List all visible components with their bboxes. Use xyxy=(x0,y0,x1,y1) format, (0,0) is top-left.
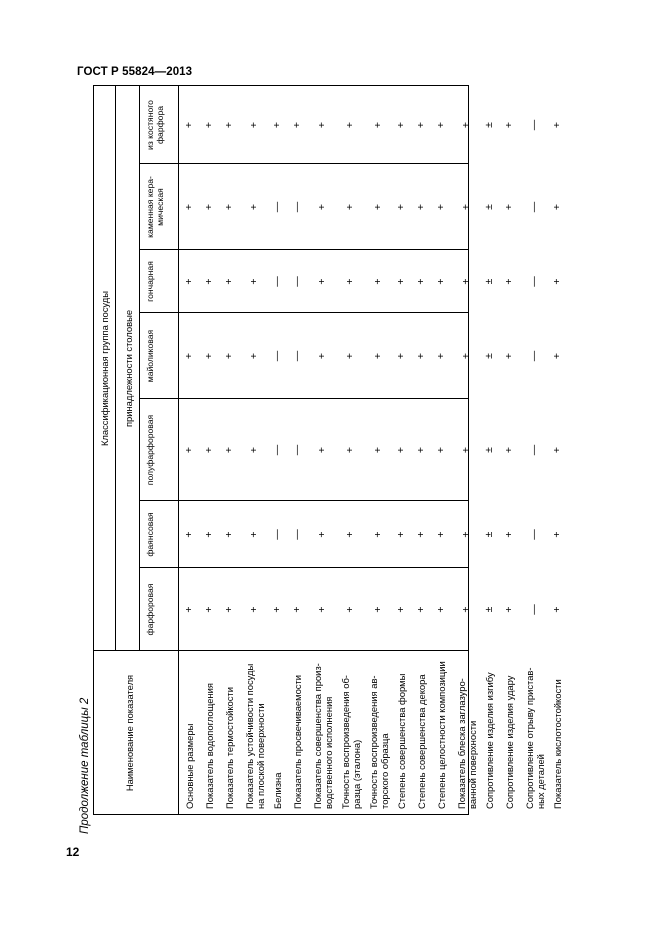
table-caption: Продолжение таблицы 2 xyxy=(79,697,91,834)
table-cell: + xyxy=(415,278,427,285)
table-cell: + xyxy=(316,121,328,129)
row-label: Сопротивление изделия изгибу xyxy=(484,672,495,809)
table-cell: + xyxy=(503,446,515,454)
subgroup-header: принадлежности столовые xyxy=(123,309,134,428)
table-cell: — xyxy=(528,276,540,287)
table-cell: + xyxy=(460,606,472,613)
table-cell: + xyxy=(344,278,356,285)
column-header-1: фаянсовая xyxy=(145,512,155,557)
table-cell: — xyxy=(291,201,303,213)
table-cell: + xyxy=(435,531,447,538)
column-header-5: мическая xyxy=(155,188,165,226)
table-cell: + xyxy=(435,278,447,285)
table-cell: + xyxy=(415,446,427,454)
row-label: торского образца xyxy=(379,733,390,809)
table-cell: + xyxy=(248,446,260,454)
table-cell: ± xyxy=(483,353,495,359)
table-cell: + xyxy=(435,606,447,613)
table-cell: + xyxy=(395,446,407,454)
table-cell: + xyxy=(551,203,563,211)
table-cell: — xyxy=(271,276,283,287)
row-label: ванной поверхности xyxy=(467,720,478,809)
table-cell: + xyxy=(395,121,407,129)
column-divider xyxy=(139,567,468,568)
row-label: водственного исполнения xyxy=(323,696,334,809)
table-cell: + xyxy=(291,606,303,613)
row-label: Степень целостности композиции xyxy=(436,661,447,809)
row-label: Показатель водопоглощения xyxy=(204,683,215,809)
table-cell: + xyxy=(223,606,235,613)
table-cell: + xyxy=(435,121,447,129)
table-cell: ± xyxy=(483,204,495,210)
page-number: 12 xyxy=(66,845,80,859)
table-cell: + xyxy=(503,606,515,613)
table-cell: + xyxy=(203,352,215,360)
table-cell: ± xyxy=(483,447,495,453)
table-cell: — xyxy=(291,529,303,540)
table-cell: + xyxy=(248,352,260,360)
row-label: Показатель устойчивости посуды xyxy=(244,663,255,809)
table-cell: + xyxy=(248,606,260,613)
table-cell: + xyxy=(395,531,407,538)
column-divider xyxy=(139,163,468,164)
table-cell: + xyxy=(395,352,407,360)
table-cell: + xyxy=(551,446,563,454)
table-cell: + xyxy=(223,121,235,129)
column-divider xyxy=(139,500,468,501)
table-cell: ± xyxy=(483,278,495,285)
table-cell: + xyxy=(372,531,384,538)
row-label: Показатель просвечиваемости xyxy=(292,675,303,809)
row-label: Точность воспроизведения ав- xyxy=(368,675,379,809)
table-cell: + xyxy=(316,203,328,211)
table-cell: + xyxy=(223,531,235,538)
table-cell: + xyxy=(248,121,260,129)
table-cell: + xyxy=(248,278,260,285)
table-cell: + xyxy=(372,121,384,129)
table-cell: + xyxy=(183,531,195,538)
table-cell: — xyxy=(271,201,283,213)
column-header-0: фарфоровая xyxy=(145,583,155,636)
row-label: Степень совершенства формы xyxy=(396,673,407,809)
table-cell: ± xyxy=(483,122,495,128)
table-cell: + xyxy=(344,446,356,454)
table-cell: + xyxy=(415,531,427,538)
row-label: Сопротивление отрыву пристав- xyxy=(524,667,535,809)
table-cell: — xyxy=(291,350,303,362)
table-cell: + xyxy=(183,606,195,613)
column-header-6: фарфора xyxy=(155,105,165,145)
group-header: Классификационная группа посуды xyxy=(99,290,110,447)
row-label: Показатель блеска заглазуро- xyxy=(456,678,467,809)
table-cell: + xyxy=(503,531,515,538)
row-label: Основные размеры xyxy=(184,723,195,809)
table-cell: + xyxy=(316,278,328,285)
table-cell: + xyxy=(460,446,472,454)
row-label: Сопротивление изделия удару xyxy=(504,675,515,809)
table-cell: + xyxy=(435,203,447,211)
table-cell: + xyxy=(183,278,195,285)
table-cell: — xyxy=(528,444,540,456)
table-cell: — xyxy=(528,119,540,131)
table-cell: — xyxy=(271,350,283,362)
table-cell: + xyxy=(551,352,563,360)
table-cell: + xyxy=(344,203,356,211)
table-cell: + xyxy=(223,352,235,360)
table-cell: + xyxy=(435,352,447,360)
column-header-6: из костяного xyxy=(145,100,155,150)
table-cell: — xyxy=(528,604,540,615)
table-cell: + xyxy=(316,446,328,454)
table-cell: — xyxy=(291,444,303,456)
table-cell: + xyxy=(316,352,328,360)
table-cell: + xyxy=(271,606,283,613)
row-label: ных деталей xyxy=(535,754,546,809)
table-header-main: Наименование показателя xyxy=(124,674,135,792)
table-cell: + xyxy=(344,531,356,538)
table-cell: + xyxy=(415,121,427,129)
table-cell: + xyxy=(460,121,472,129)
table-cell: + xyxy=(223,446,235,454)
table-cell: + xyxy=(395,278,407,285)
header-divider-group xyxy=(115,86,116,651)
document-header: ГОСТ Р 55824—2013 xyxy=(77,66,193,78)
table-cell: + xyxy=(316,606,328,613)
table-cell: + xyxy=(551,531,563,538)
table-cell: + xyxy=(460,531,472,538)
table-border-left xyxy=(93,814,469,815)
table-cell: + xyxy=(183,352,195,360)
table-cell: + xyxy=(344,352,356,360)
table-cell: ± xyxy=(483,606,495,613)
table-cell: + xyxy=(223,278,235,285)
table-cell: + xyxy=(344,606,356,613)
table-cell: + xyxy=(223,203,235,211)
table-cell: + xyxy=(344,121,356,129)
row-label: Показатель кислотостойкости xyxy=(552,679,563,809)
table-cell: + xyxy=(551,606,563,613)
column-divider xyxy=(139,398,468,399)
table-cell: + xyxy=(372,446,384,454)
table-cell: + xyxy=(248,531,260,538)
row-label: разца (эталона) xyxy=(351,739,362,809)
table-cell: — xyxy=(528,529,540,540)
table-cell: — xyxy=(528,350,540,362)
table-cell: — xyxy=(271,444,283,456)
table-cell: + xyxy=(503,278,515,285)
row-label: Показатель совершенства произ- xyxy=(312,663,323,809)
table-cell: + xyxy=(271,121,283,129)
table-cell: + xyxy=(183,121,195,129)
table-cell: + xyxy=(460,352,472,360)
row-label: Показатель термостойкости xyxy=(224,687,235,809)
table-cell: — xyxy=(528,201,540,213)
table-cell: + xyxy=(395,203,407,211)
table-cell: + xyxy=(415,203,427,211)
header-divider-body xyxy=(178,86,179,815)
table-cell: + xyxy=(551,121,563,129)
column-header-5: каменная кера- xyxy=(145,176,155,238)
table-cell: + xyxy=(372,278,384,285)
table-cell: + xyxy=(415,606,427,613)
table-cell: + xyxy=(551,278,563,285)
row-label: Точность воспроизведения об- xyxy=(340,675,351,809)
table-cell: + xyxy=(203,531,215,538)
column-header-4: гончарная xyxy=(145,261,155,302)
row-label: Степень совершенства декора xyxy=(416,674,427,809)
table-cell: + xyxy=(316,531,328,538)
table-cell: + xyxy=(372,352,384,360)
table-cell: + xyxy=(291,121,303,129)
column-divider xyxy=(139,312,468,313)
table-cell: + xyxy=(372,606,384,613)
table-cell: + xyxy=(503,352,515,360)
table-cell: + xyxy=(203,606,215,613)
table-border-top xyxy=(93,86,94,815)
table-cell: + xyxy=(203,278,215,285)
table-cell: + xyxy=(415,352,427,360)
table-cell: + xyxy=(435,446,447,454)
table-cell: + xyxy=(183,203,195,211)
row-label: на плоской поверхности xyxy=(255,703,266,809)
table-cell: — xyxy=(271,529,283,540)
table-cell: + xyxy=(203,121,215,129)
table-cell: — xyxy=(291,276,303,287)
column-divider xyxy=(139,249,468,250)
table-cell: + xyxy=(372,203,384,211)
column-header-3: майоликовая xyxy=(145,329,155,383)
table-cell: + xyxy=(395,606,407,613)
table-cell: + xyxy=(203,203,215,211)
table-cell: + xyxy=(460,203,472,211)
row-label: Белизна xyxy=(272,772,283,809)
table-cell: + xyxy=(460,278,472,285)
table-cell: + xyxy=(248,203,260,211)
column-header-2: полуфарфоровая xyxy=(145,414,155,486)
table-cell: + xyxy=(503,203,515,211)
table-cell: + xyxy=(503,121,515,129)
table-cell: ± xyxy=(483,531,495,538)
table-cell: + xyxy=(203,446,215,454)
table-cell: + xyxy=(183,446,195,454)
